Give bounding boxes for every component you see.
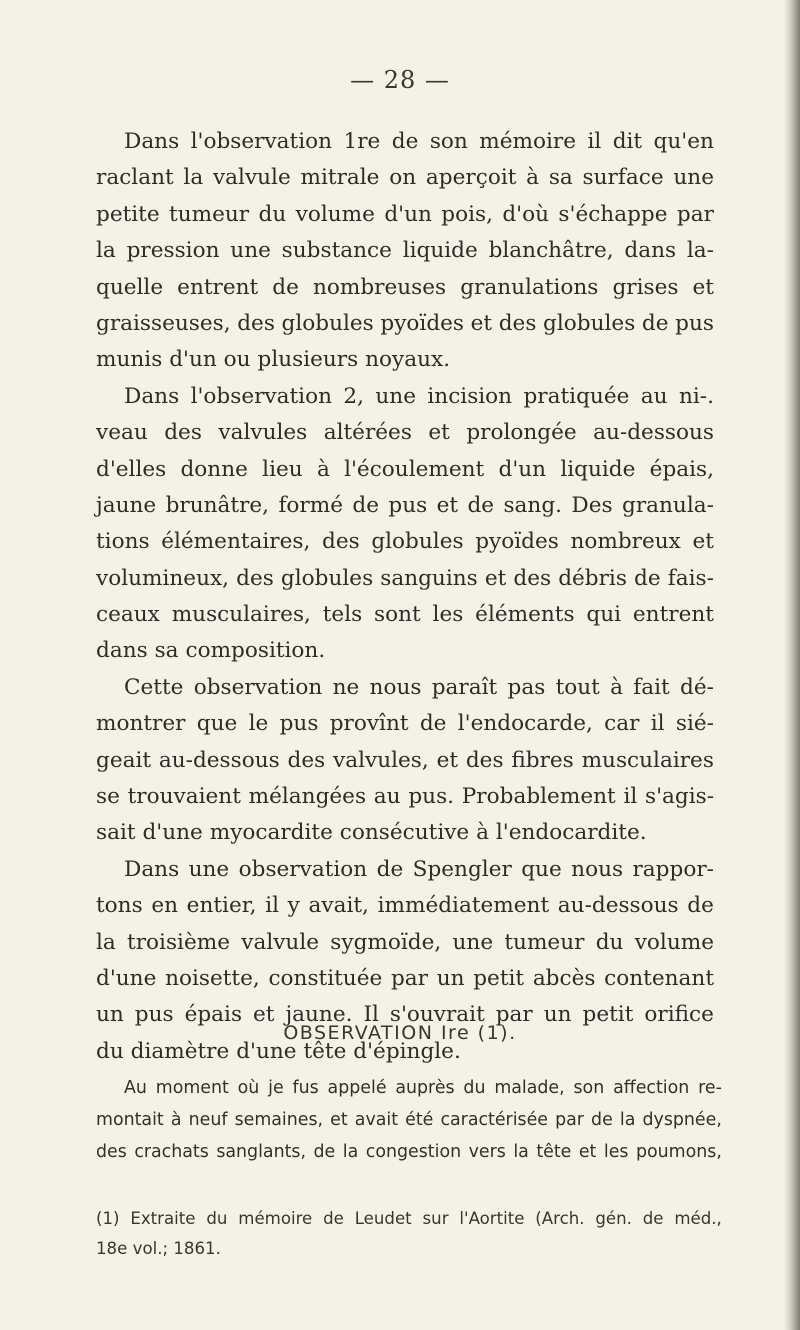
text-line: geait au-dessous des valvules, et des fibres musculaires <box>96 747 714 773</box>
text-line: Au moment où je fus appelé auprès du malade, son affection re- <box>124 1078 722 1098</box>
text-line: volumineux, des globules sanguins et des débris de fais- <box>96 565 714 591</box>
text-line: montait à neuf semaines, et avait été caractérisée par de la dyspnée, <box>96 1110 722 1130</box>
text-line: petite tumeur du volume d'un pois, d'où s'échappe par <box>96 201 714 227</box>
text-line: la pression une substance liquide blanchâtre, dans la- <box>96 238 714 264</box>
text-line: quelle entrent de nombreuses granulations grises et <box>96 274 714 300</box>
text-line: veau des valvules altérées et prolongée au-dessous <box>96 420 714 446</box>
text-line: se trouvaient mélangées au pus. Probablement il s'agis- <box>96 784 714 810</box>
text-line: ceaux musculaires, tels sont les éléments qui entrent <box>96 602 714 628</box>
text-line: montrer que le pus provînt de l'endocarde, car il sié- <box>96 711 714 737</box>
text-line: tons en entier, il y avait, immédiatement au-dessous de <box>96 893 714 919</box>
text-line: (1) Extraite du mémoire de Leudet sur l'Aortite (Arch. gén. de méd., <box>96 1209 722 1228</box>
text-line: 18e vol.; 1861. <box>96 1239 221 1258</box>
text-line: tions élémentaires, des globules pyoïdes nombreux et <box>96 529 714 555</box>
text-line: d'une noisette, constituée par un petit abcès contenant <box>96 965 714 991</box>
page-number: — 28 — <box>350 66 450 94</box>
text-line: d'elles donne lieu à l'écoulement d'un liquide épais, <box>96 456 714 482</box>
text-line: la troisième valvule sygmoïde, une tumeur du volume <box>96 929 714 955</box>
text-line: Dans l'observation 2, une incision pratiquée au ni-. <box>124 383 714 409</box>
text-line: raclant la valvule mitrale on aperçoit à sa surface une <box>96 165 714 191</box>
text-line: Dans une observation de Spengler que nous rappor- <box>124 856 714 882</box>
text-line: graisseuses, des globules pyoïdes et des globules de pus <box>96 310 714 336</box>
text-line: du diamètre d'une tête d'épingle. <box>96 1038 461 1064</box>
text-line: Cette observation ne nous paraît pas tout à fait dé- <box>124 674 714 700</box>
text-line: jaune brunâtre, formé de pus et de sang. Des granula- <box>96 492 714 518</box>
text-line: un pus épais et jaune. Il s'ouvrait par un petit orifice <box>96 1002 714 1028</box>
observation-heading: OBSERVATION Ire (1). <box>283 1022 517 1044</box>
body-text <box>96 124 714 1070</box>
text-line: munis d'un ou plusieurs noyaux. <box>96 347 451 373</box>
text-line: des crachats sanglants, de la congestion vers la tête et les poumons, <box>96 1142 722 1162</box>
text-line: sait d'une myocardite consécutive à l'endocardite. <box>96 820 647 846</box>
observation-text <box>96 1072 722 1168</box>
scan-edge-shadow <box>784 0 800 1330</box>
footnote <box>96 1204 722 1264</box>
text-line: Dans l'observation 1re de son mémoire il dit qu'en <box>124 129 714 154</box>
text-line: dans sa composition. <box>96 638 326 664</box>
